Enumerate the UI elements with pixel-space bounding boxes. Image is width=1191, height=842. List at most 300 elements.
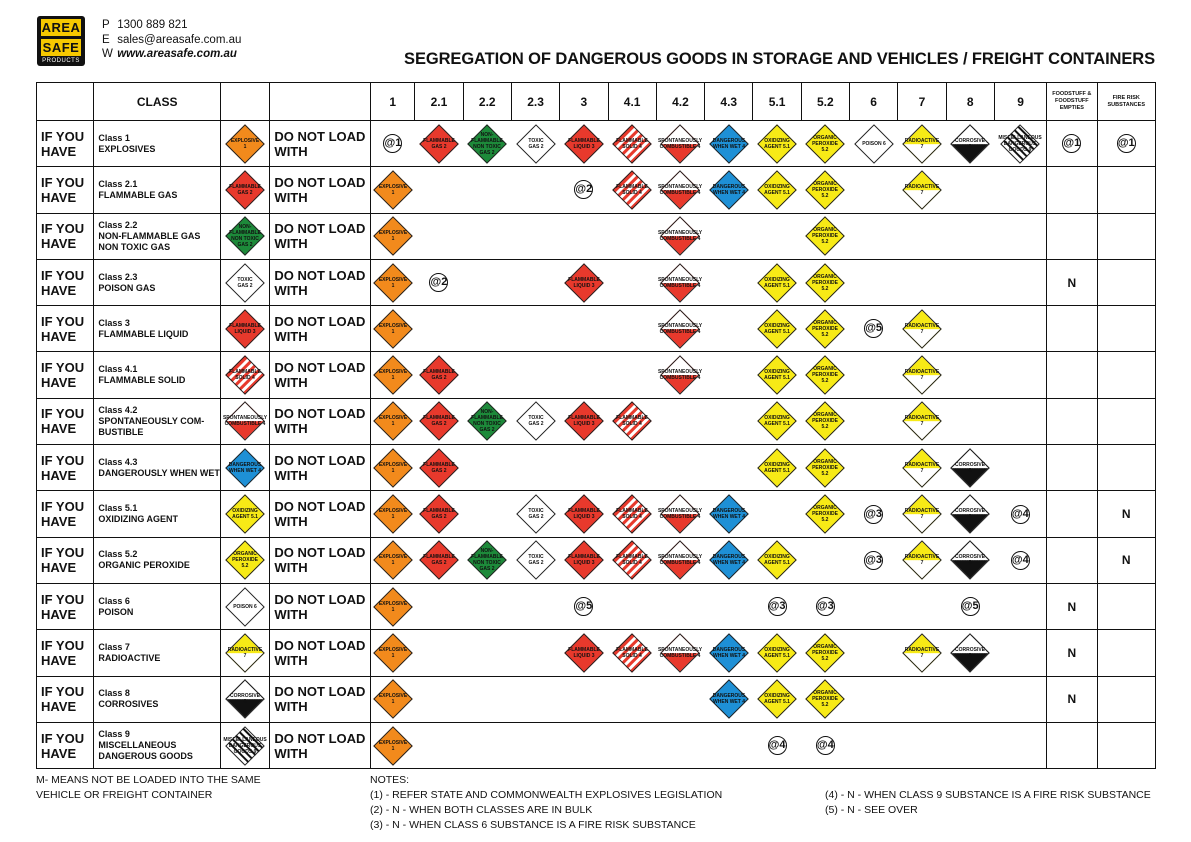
placard-5-2-icon	[806, 216, 846, 256]
do-not-load-label: DO NOT LOAD WITH	[270, 630, 371, 676]
placard-label: NON-FLAMMABLE NON TOXIC GAS 2	[471, 548, 504, 573]
placard-5-2-icon	[806, 402, 846, 442]
grid-cell-9	[994, 722, 1046, 768]
foodstuff-cell	[1047, 398, 1097, 444]
class-number: Class 4.2	[98, 404, 138, 415]
web-key: W	[102, 48, 113, 60]
class-number: Class 9	[98, 729, 130, 739]
grid-cell-2-3	[511, 121, 559, 167]
placard-2-2-icon	[467, 124, 507, 164]
header-class-8: 8	[946, 83, 994, 121]
grid-cell-8	[946, 537, 994, 583]
placard-label: DANGEROUS WHEN WET 4	[712, 693, 745, 706]
grid-cell-5-1	[753, 121, 801, 167]
placard-5-1-icon	[757, 633, 797, 673]
grid-cell-7	[898, 491, 946, 537]
grid-cell-1	[371, 121, 415, 167]
placard-label: FLAMMABLE SOLID 4	[616, 646, 648, 659]
grid-cell-4-2	[656, 630, 704, 676]
placard-label: EXPLOSIVE 1	[378, 461, 408, 474]
grid-cell-2-1	[415, 259, 463, 305]
class-row-8	[37, 676, 1156, 722]
placard-1-icon	[373, 170, 413, 210]
grid-cell-5-1	[753, 445, 801, 491]
placard-label: OXIDIZING AGENT 5.1	[764, 137, 790, 150]
grid-cell-2-1	[415, 445, 463, 491]
grid-cell-9	[994, 259, 1046, 305]
fire-risk-cell	[1097, 491, 1156, 537]
grid-cell-1	[371, 352, 415, 398]
grid-cell-3	[560, 491, 608, 537]
grid-cell-2-1	[415, 676, 463, 722]
class-placard-cell	[221, 121, 270, 167]
header-blank-1	[37, 83, 94, 121]
placard-1-icon	[373, 448, 413, 488]
placard-4-2-icon	[658, 309, 703, 349]
grid-cell-8	[946, 352, 994, 398]
grid-cell-6	[849, 445, 897, 491]
grid-cell-3	[560, 306, 608, 352]
placard-4-2-icon	[658, 633, 703, 673]
grid-cell-4-2	[656, 491, 704, 537]
grid-cell-6	[849, 213, 897, 259]
grid-cell-6	[849, 537, 897, 583]
foodstuff-cell	[1047, 352, 1097, 398]
grid-cell-1	[371, 445, 415, 491]
grid-cell-9	[994, 630, 1046, 676]
grid-cell-4-3	[705, 306, 753, 352]
grid-cell-3	[560, 445, 608, 491]
do-not-load-label: DO NOT LOAD WITH	[270, 121, 371, 167]
note-ref-circle: @3	[768, 597, 787, 616]
placard-label: OXIDIZING AGENT 5.1	[764, 554, 790, 567]
grid-cell-4-1	[608, 121, 656, 167]
class-number: Class 1	[98, 132, 130, 143]
note-4: (4) - N - WHEN CLASS 9 SUBSTANCE IS A FIRE RISK SUBSTANCE	[825, 789, 1151, 801]
placard-label: EXPLOSIVE 1	[231, 137, 260, 150]
fire-risk-cell	[1097, 167, 1156, 213]
grid-cell-9	[994, 676, 1046, 722]
placard-label: FLAMMABLE SOLID 4	[616, 183, 648, 196]
placard-4-1-icon	[612, 541, 652, 581]
class-placard-cell	[221, 583, 270, 629]
website-link[interactable]: www.areasafe.com.au	[117, 48, 237, 60]
phone-key: P	[102, 19, 110, 31]
grid-cell-2-3	[511, 537, 559, 583]
placard-label: SPONTANEOUSLY COMBUSTIBLE 4	[658, 554, 703, 567]
placard-label: OXIDIZING AGENT 5.1	[232, 508, 259, 521]
grid-cell-4-2	[656, 121, 704, 167]
placard-7-icon	[902, 448, 942, 488]
placard-3-icon	[564, 402, 604, 442]
grid-cell-3	[560, 722, 608, 768]
n-mark: N	[1121, 507, 1131, 522]
if-you-have-label: IF YOU HAVE	[37, 213, 94, 259]
placard-label: RADIOACTIVE 7	[904, 646, 940, 659]
grid-cell-9	[994, 121, 1046, 167]
placard-label: CORROSIVE 8	[955, 461, 986, 474]
grid-cell-5-1	[753, 352, 801, 398]
placard-label: OXIDIZING AGENT 5.1	[764, 693, 790, 706]
note-5: (5) - N - SEE OVER	[825, 804, 918, 816]
if-you-have-label: IF YOU HAVE	[37, 722, 94, 768]
placard-label: EXPLOSIVE 1	[378, 183, 408, 196]
placard-2-2-icon	[225, 216, 265, 256]
grid-cell-2-3	[511, 213, 559, 259]
class-placard-cell	[221, 722, 270, 768]
placard-label: ORGANIC PEROXIDE 5.2	[232, 551, 259, 570]
foodstuff-cell	[1047, 722, 1097, 768]
fire-risk-cell	[1097, 352, 1156, 398]
grid-cell-7	[898, 259, 946, 305]
header-class-6: 6	[849, 83, 897, 121]
do-not-load-label: DO NOT LOAD WITH	[270, 676, 371, 722]
placard-3-icon	[564, 263, 604, 303]
class-row-9	[37, 722, 1156, 768]
if-you-have-label: IF YOU HAVE	[37, 352, 94, 398]
note-ref-circle: @1	[1117, 134, 1136, 153]
class-row-5-1	[37, 491, 1156, 537]
placard-label: FLAMMABLE SOLID 4	[616, 137, 648, 150]
grid-cell-2-2	[463, 306, 511, 352]
grid-cell-7	[898, 630, 946, 676]
note-ref-circle: @3	[864, 551, 883, 570]
header-fire-risk: FIRE RISK SUBSTANCES	[1097, 83, 1156, 121]
header-class-2-1: 2.1	[415, 83, 463, 121]
class-placard-cell	[221, 676, 270, 722]
grid-cell-2-2	[463, 213, 511, 259]
grid-cell-4-1	[608, 259, 656, 305]
placard-label: ORGANIC PEROXIDE 5.2	[812, 366, 839, 385]
if-you-have-label: IF YOU HAVE	[37, 121, 94, 167]
header-class-3: 3	[560, 83, 608, 121]
if-you-have-label: IF YOU HAVE	[37, 537, 94, 583]
placard-4-1-icon	[612, 494, 652, 534]
grid-cell-7	[898, 676, 946, 722]
grid-cell-6	[849, 306, 897, 352]
placard-label: EXPLOSIVE 1	[378, 508, 408, 521]
grid-cell-4-2	[656, 676, 704, 722]
grid-cell-6	[849, 722, 897, 768]
note-ref-circle: @3	[816, 597, 835, 616]
header-class-9: 9	[994, 83, 1046, 121]
grid-cell-1	[371, 722, 415, 768]
placard-4-3-icon	[709, 633, 749, 673]
grid-cell-2-1	[415, 121, 463, 167]
grid-cell-5-2	[801, 352, 849, 398]
placard-1-icon	[373, 541, 413, 581]
class-placard-cell	[221, 213, 270, 259]
placard-2-1-icon	[419, 402, 459, 442]
header-class-4-1: 4.1	[608, 83, 656, 121]
class-description: DANGEROUSLY WHEN WET	[98, 467, 220, 478]
grid-cell-8	[946, 167, 994, 213]
if-you-have-label: IF YOU HAVE	[37, 259, 94, 305]
if-you-have-label: IF YOU HAVE	[37, 676, 94, 722]
placard-label: OXIDIZING AGENT 5.1	[764, 183, 790, 196]
class-placard-cell	[221, 398, 270, 444]
class-row-6	[37, 583, 1156, 629]
grid-cell-2-3	[511, 676, 559, 722]
placard-4-3-icon	[225, 448, 265, 488]
placard-5-2-icon	[225, 541, 265, 581]
email-key: E	[102, 33, 110, 46]
class-description: POISON GAS	[98, 282, 156, 293]
placard-label: ORGANIC PEROXIDE 5.2	[812, 458, 839, 477]
placard-4-3-icon	[709, 170, 749, 210]
grid-cell-1	[371, 630, 415, 676]
phone-number[interactable]: 1300 889 821	[117, 19, 188, 31]
grid-cell-7	[898, 306, 946, 352]
placard-8-icon	[950, 124, 990, 164]
fire-risk-cell	[1097, 722, 1156, 768]
notes-block	[370, 773, 722, 833]
class-placard-cell	[221, 352, 270, 398]
placard-4-2-icon	[658, 541, 703, 581]
placard-4-3-icon	[709, 124, 749, 164]
grid-cell-4-3	[705, 491, 753, 537]
grid-cell-5-2	[801, 213, 849, 259]
grid-cell-4-2	[656, 398, 704, 444]
grid-cell-6	[849, 398, 897, 444]
placard-label: DANGEROUS WHEN WET 4	[712, 554, 745, 567]
placard-label: FLAMMABLE LIQUID 3	[568, 137, 600, 150]
class-name-cell	[94, 630, 221, 676]
placard-label: EXPLOSIVE 1	[378, 369, 408, 382]
placard-1-icon	[373, 494, 413, 534]
footer-legend	[36, 773, 261, 803]
note-2: (2) - N - WHEN BOTH CLASSES ARE IN BULK	[370, 804, 593, 816]
grid-cell-4-1	[608, 491, 656, 537]
placard-8-icon	[950, 633, 990, 673]
class-row-2-1	[37, 167, 1156, 213]
grid-cell-8	[946, 306, 994, 352]
header-class-2-3: 2.3	[511, 83, 559, 121]
class-name-cell	[94, 398, 221, 444]
placard-label: SPONTANEOUSLY COMBUSTIBLE 4	[658, 276, 703, 289]
placard-5-1-icon	[757, 355, 797, 395]
grid-cell-1	[371, 306, 415, 352]
placard-5-2-icon	[806, 679, 846, 719]
grid-cell-7	[898, 352, 946, 398]
grid-cell-8	[946, 398, 994, 444]
class-number: Class 8	[98, 688, 130, 699]
grid-cell-2-1	[415, 491, 463, 537]
grid-cell-4-3	[705, 676, 753, 722]
placard-label: DANGEROUS WHEN WET 4	[712, 508, 745, 521]
placard-label: EXPLOSIVE 1	[378, 646, 408, 659]
class-description: MISCELLANEOUS DANGEROUS GOODS	[98, 740, 193, 761]
header-class-4-2: 4.2	[656, 83, 704, 121]
placard-label: FLAMMABLE LIQUID 3	[568, 276, 600, 289]
placard-2-3-icon	[516, 494, 556, 534]
placard-7-icon	[902, 633, 942, 673]
class-number: Class 2.3	[98, 271, 138, 282]
class-description: OXIDIZING AGENT	[98, 514, 179, 525]
placard-1-icon	[373, 263, 413, 303]
placard-label: SPONTANEOUSLY COMBUSTIBLE 4	[658, 322, 703, 335]
placard-7-icon	[902, 541, 942, 581]
segregation-table	[36, 82, 1156, 769]
grid-cell-4-3	[705, 213, 753, 259]
grid-cell-6	[849, 491, 897, 537]
header-class: CLASS	[94, 83, 221, 121]
grid-cell-2-2	[463, 583, 511, 629]
placard-label: FLAMMABLE GAS 2	[423, 415, 455, 428]
class-placard-cell	[221, 259, 270, 305]
grid-cell-8	[946, 259, 994, 305]
placard-label: ORGANIC PEROXIDE 5.2	[812, 643, 839, 662]
grid-cell-5-1	[753, 722, 801, 768]
grid-cell-7	[898, 722, 946, 768]
class-number: Class 2.2	[98, 219, 138, 230]
placard-5-1-icon	[757, 309, 797, 349]
placard-label: FLAMMABLE LIQUID 3	[568, 646, 600, 659]
placard-label: DANGEROUS WHEN WET 4	[229, 461, 262, 474]
fire-risk-cell	[1097, 306, 1156, 352]
placard-label: CORROSIVE 8	[955, 508, 986, 521]
class-number: Class 6	[98, 595, 130, 606]
grid-cell-2-2	[463, 537, 511, 583]
placard-label: ORGANIC PEROXIDE 5.2	[812, 227, 839, 246]
placard-2-3-icon	[516, 124, 556, 164]
class-description: FLAMMABLE LIQUID	[98, 328, 189, 339]
placard-label: TOXIC GAS 2	[527, 137, 544, 150]
placard-4-2-icon	[658, 216, 703, 256]
placard-4-3-icon	[709, 541, 749, 581]
grid-cell-5-2	[801, 722, 849, 768]
grid-cell-5-2	[801, 583, 849, 629]
placard-4-2-icon	[658, 263, 703, 303]
n-mark: N	[1067, 599, 1077, 614]
placard-4-2-icon	[223, 402, 268, 442]
note-ref-circle: @2	[429, 273, 448, 292]
placard-label: RADIOACTIVE 7	[904, 461, 940, 474]
placard-label: TOXIC GAS 2	[237, 276, 253, 289]
placard-label: EXPLOSIVE 1	[378, 415, 408, 428]
placard-2-1-icon	[419, 494, 459, 534]
class-placard-cell	[221, 167, 270, 213]
class-description: FLAMMABLE GAS	[98, 189, 178, 200]
grid-cell-1	[371, 213, 415, 259]
grid-cell-6	[849, 630, 897, 676]
placard-label: OXIDIZING AGENT 5.1	[764, 415, 790, 428]
note-1: (1) - REFER STATE AND COMMONWEALTH EXPLOSIVES LEGISLATION	[370, 789, 723, 801]
placard-label: SPONTANEOUSLY COMBUSTIBLE 4	[658, 508, 703, 521]
placard-label: FLAMMABLE SOLID 4	[616, 554, 648, 567]
logo-line-3: PRODUCTS	[42, 58, 80, 64]
grid-cell-5-1	[753, 306, 801, 352]
foodstuff-cell	[1047, 121, 1097, 167]
grid-cell-3	[560, 259, 608, 305]
grid-cell-4-1	[608, 398, 656, 444]
grid-cell-1	[371, 167, 415, 213]
class-number: Class 7	[98, 641, 130, 652]
grid-cell-6	[849, 583, 897, 629]
placard-label: FLAMMABLE LIQUID 3	[568, 554, 600, 567]
grid-cell-2-2	[463, 167, 511, 213]
placard-4-1-icon	[225, 355, 265, 395]
do-not-load-label: DO NOT LOAD WITH	[270, 167, 371, 213]
grid-cell-2-1	[415, 630, 463, 676]
grid-cell-2-1	[415, 398, 463, 444]
placard-label: EXPLOSIVE 1	[378, 230, 408, 243]
header-blank-3	[270, 83, 371, 121]
grid-cell-3	[560, 398, 608, 444]
grid-cell-6	[849, 352, 897, 398]
do-not-load-label: DO NOT LOAD WITH	[270, 398, 371, 444]
notes-block-right	[825, 788, 1151, 818]
grid-cell-2-1	[415, 352, 463, 398]
grid-cell-2-1	[415, 537, 463, 583]
grid-cell-4-2	[656, 259, 704, 305]
placard-label: OXIDIZING AGENT 5.1	[764, 646, 790, 659]
n-mark: N	[1121, 553, 1131, 568]
note-ref-circle: @4	[816, 736, 835, 755]
class-number: Class 2.1	[98, 178, 138, 189]
placard-2-1-icon	[419, 355, 459, 395]
class-description: ORGANIC PEROXIDE	[98, 560, 190, 571]
placard-label: SPONTANEOUSLY COMBUSTIBLE 4	[658, 369, 703, 382]
class-name-cell	[94, 259, 221, 305]
grid-cell-1	[371, 676, 415, 722]
grid-cell-4-1	[608, 630, 656, 676]
placard-label: RADIOACTIVE 7	[904, 369, 940, 382]
note-ref-circle: @3	[864, 505, 883, 524]
note-ref-circle: @5	[574, 597, 593, 616]
placard-label: CORROSIVE 8	[955, 554, 986, 567]
placard-3-icon	[564, 633, 604, 673]
class-placard-cell	[221, 491, 270, 537]
placard-5-2-icon	[806, 633, 846, 673]
placard-6-icon	[854, 124, 894, 164]
placard-label: FLAMMABLE GAS 2	[423, 508, 455, 521]
grid-cell-6	[849, 259, 897, 305]
grid-cell-4-3	[705, 445, 753, 491]
placard-label: FLAMMABLE GAS 2	[423, 461, 455, 474]
class-row-1	[37, 121, 1156, 167]
grid-cell-4-1	[608, 213, 656, 259]
placard-label: EXPLOSIVE 1	[378, 739, 408, 752]
placard-4-2-icon	[658, 170, 703, 210]
header-class-1: 1	[371, 83, 415, 121]
class-row-4-1	[37, 352, 1156, 398]
placard-label: EXPLOSIVE 1	[378, 276, 408, 289]
placard-label: DANGEROUS WHEN WET 4	[712, 183, 745, 196]
grid-cell-2-3	[511, 167, 559, 213]
placard-1-icon	[373, 216, 413, 256]
email-link[interactable]: sales@areasafe.com.au	[117, 33, 242, 46]
grid-cell-5-2	[801, 491, 849, 537]
placard-label: ORGANIC PEROXIDE 5.2	[812, 319, 839, 338]
placard-1-icon	[373, 726, 413, 766]
grid-cell-4-2	[656, 213, 704, 259]
grid-cell-4-2	[656, 352, 704, 398]
class-placard-cell	[221, 630, 270, 676]
placard-label: RADIOACTIVE 7	[228, 646, 263, 659]
placard-5-2-icon	[806, 355, 846, 395]
class-description: EXPLOSIVES	[98, 143, 156, 154]
grid-cell-7	[898, 213, 946, 259]
grid-cell-2-1	[415, 306, 463, 352]
placard-label: ORGANIC PEROXIDE 5.2	[812, 690, 839, 709]
note-ref-circle: @2	[574, 180, 593, 199]
placard-5-2-icon	[806, 309, 846, 349]
placard-3-icon	[564, 541, 604, 581]
do-not-load-label: DO NOT LOAD WITH	[270, 259, 371, 305]
grid-cell-2-2	[463, 630, 511, 676]
placard-label: DANGEROUS WHEN WET 4	[712, 137, 745, 150]
